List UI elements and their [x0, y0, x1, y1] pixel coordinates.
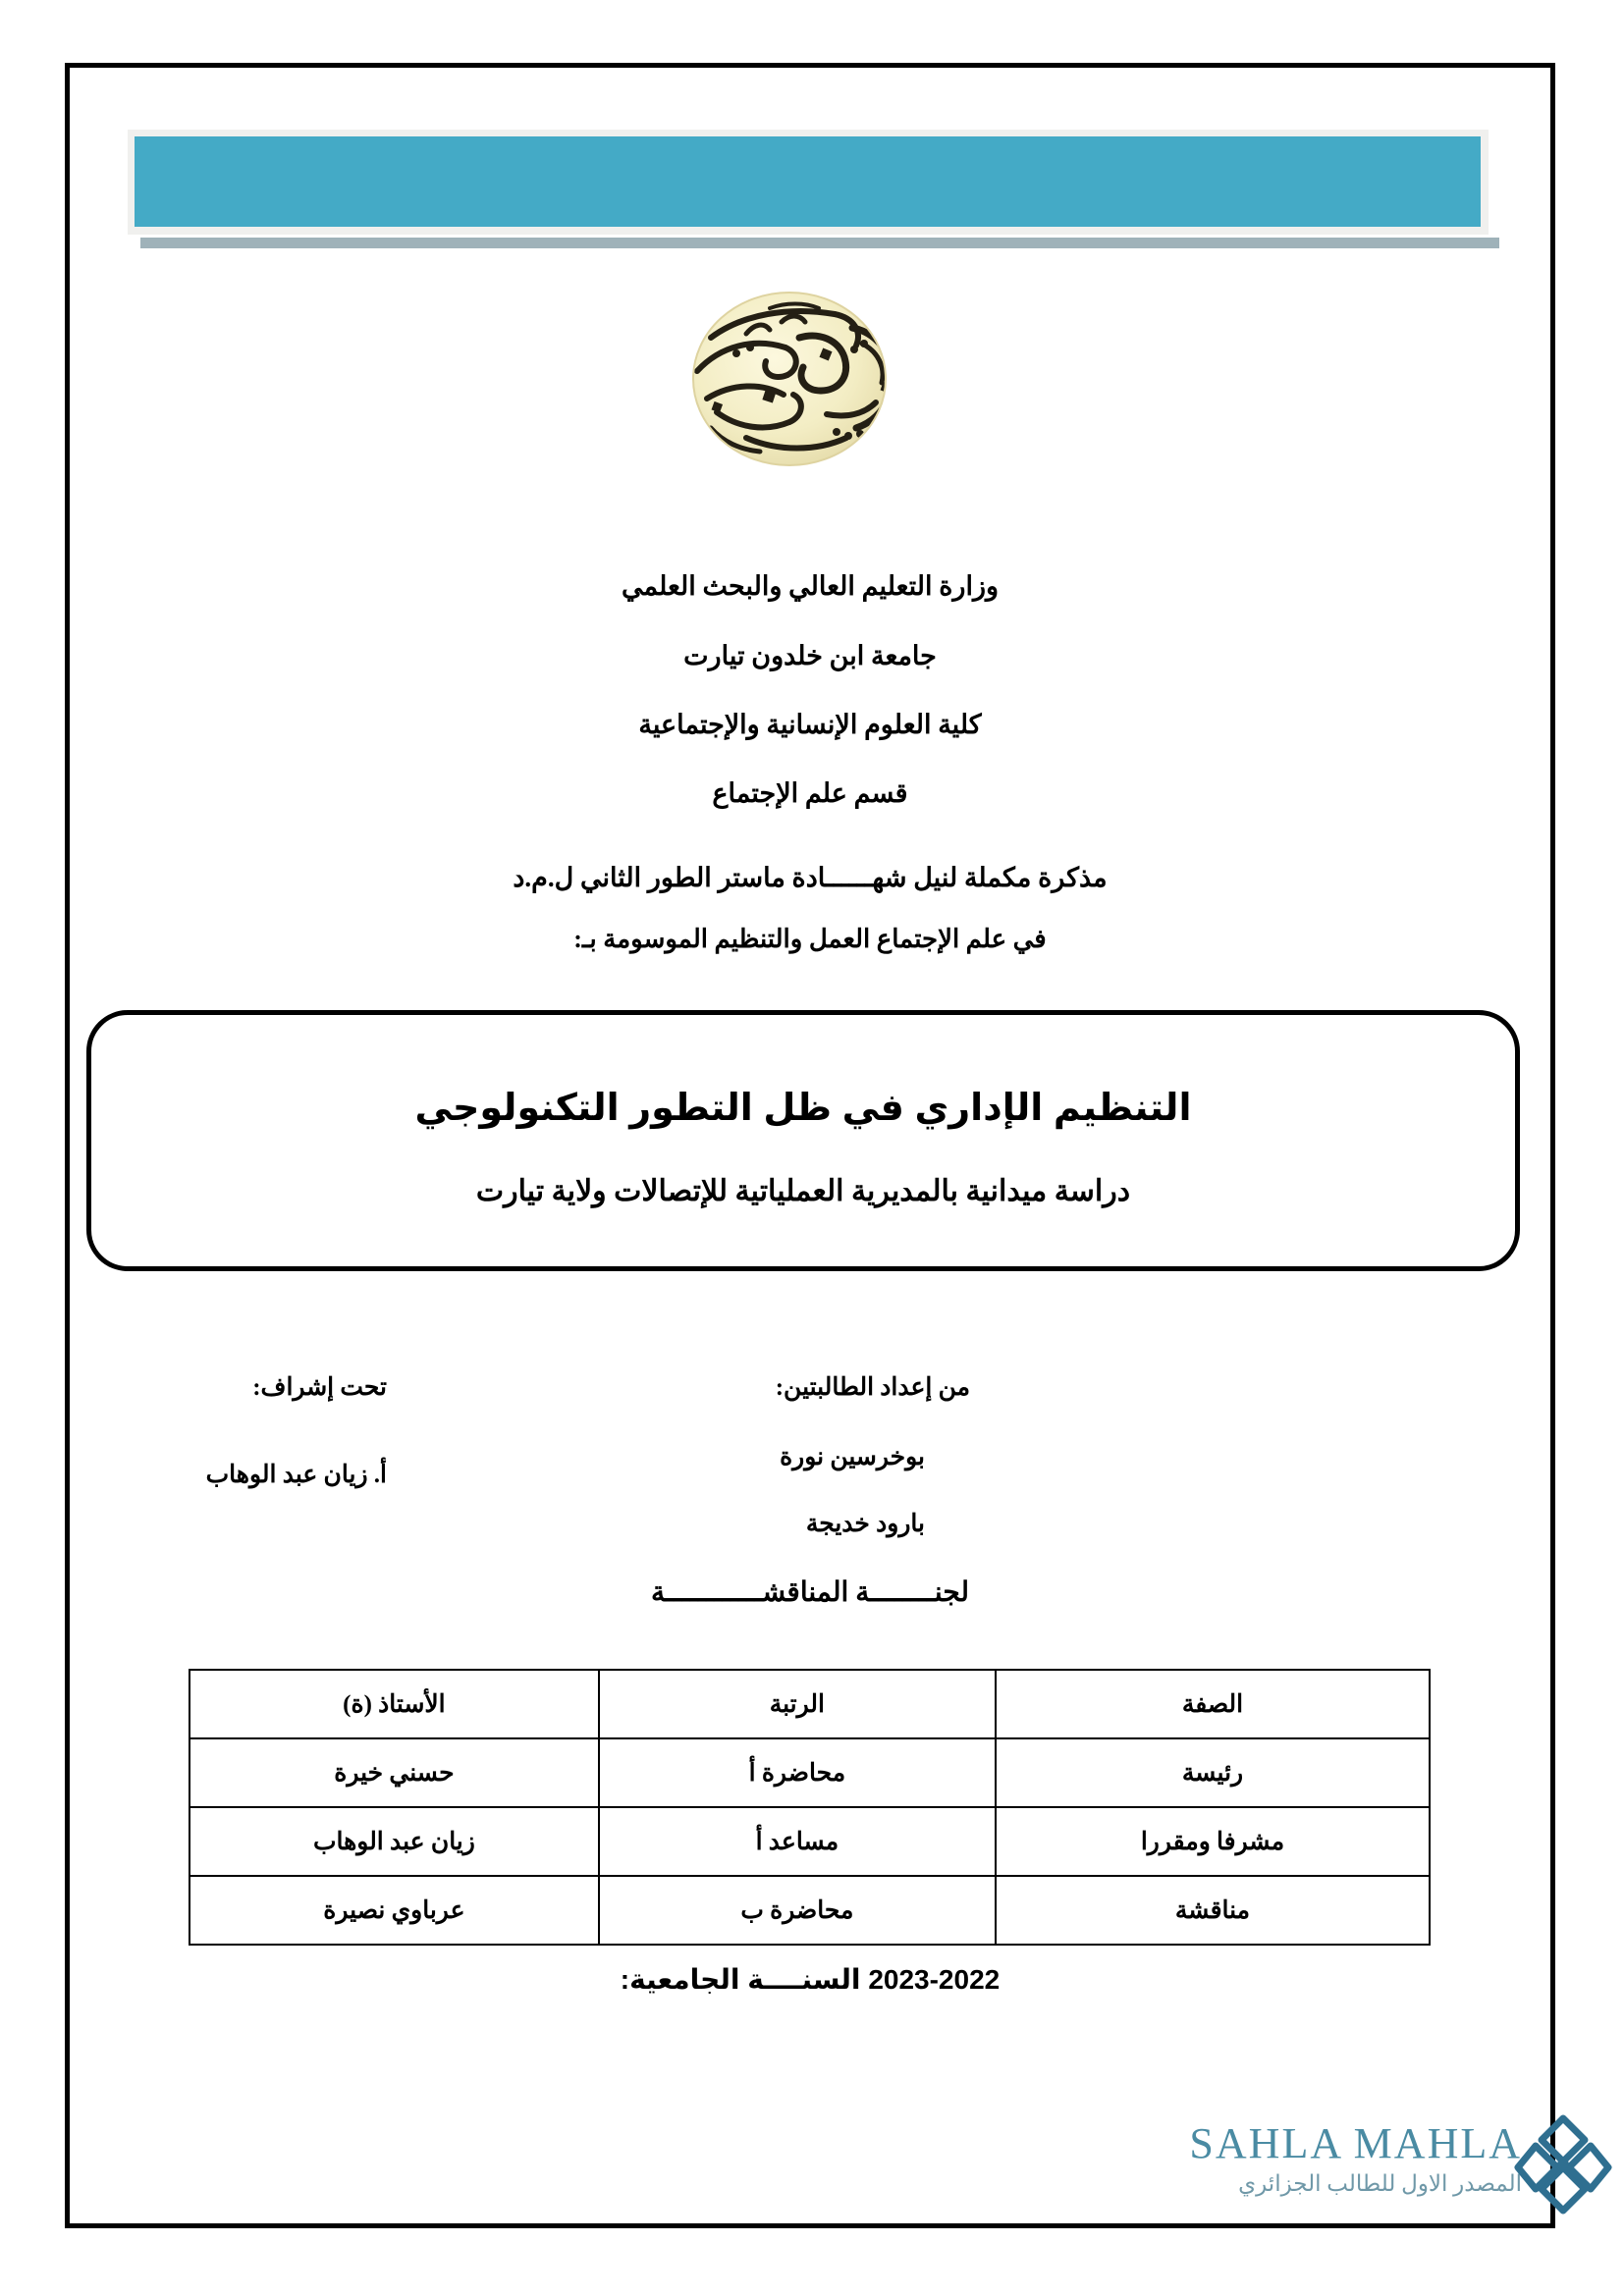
student-name-2: بارود خديجة — [805, 1511, 925, 1537]
cell-role: رئيسة — [996, 1738, 1430, 1807]
cell-rank: مساعد أ — [599, 1807, 996, 1876]
specialty-line: في علم الإجتماع العمل والتنظيم الموسومة بـ: — [573, 925, 1047, 953]
cell-name: زيان عبد الوهاب — [189, 1807, 599, 1876]
thesis-title-box — [86, 1010, 1520, 1271]
university-logo — [652, 289, 927, 470]
table-row — [189, 1738, 1430, 1807]
watermark-logo-icon — [1514, 2110, 1612, 2218]
table-row — [189, 1876, 1430, 1945]
column-header-name: الأستاذ (ة) — [189, 1670, 599, 1738]
banner-shadow-bar — [140, 238, 1499, 248]
column-header-role: الصفة — [996, 1670, 1430, 1738]
decorative-banner — [128, 130, 1489, 235]
jury-committee-table — [189, 1669, 1431, 1946]
academic-year-label: السنــــة الجامعية: — [620, 1964, 861, 1995]
column-header-rank: الرتبة — [599, 1670, 996, 1738]
ministry-line: وزارة التعليم العالي والبحث العلمي — [621, 571, 1000, 601]
watermark — [1139, 2110, 1600, 2238]
watermark-brand: SAHLA MAHLA — [1189, 2119, 1522, 2167]
thesis-subtitle: دراسة ميدانية بالمديرية العملياتية للإتصالات ولاية تيارت — [475, 1175, 1131, 1207]
cell-rank: محاضرة أ — [599, 1738, 996, 1807]
faculty-line: كلية العلوم الإنسانية والإجتماعية — [638, 710, 982, 739]
thesis-title: التنظيم الإداري في ظل التطور التكنولوجي — [414, 1088, 1192, 1129]
jury-committee-heading: لجنــــــــة المناقشــــــــــــة — [651, 1577, 969, 1608]
student-name-1: بوخرسين نورة — [780, 1444, 925, 1470]
watermark-tagline: المصدر الاول للطالب الجزائري — [1238, 2171, 1522, 2196]
table-row — [189, 1807, 1430, 1876]
supervisor-label: تحت إشراف: — [252, 1374, 387, 1401]
academic-year-value: 2023-2022 — [868, 1964, 1001, 1995]
cell-name: عرباوي نصيرة — [189, 1876, 599, 1945]
ibn-khaldoun-logo-icon — [652, 289, 927, 470]
academic-year-line — [65, 1963, 1555, 1996]
degree-line: مذكرة مكملة لنيل شهــــــادة ماستر الطور الثاني ل.م.د — [513, 863, 1108, 892]
supervisor-name: أ. زيان عبد الوهاب — [205, 1462, 387, 1488]
table-header-row — [189, 1670, 1430, 1738]
students-label: من إعداد الطالبتين: — [775, 1374, 970, 1401]
cell-name: حسني خيرة — [189, 1738, 599, 1807]
cell-rank: محاضرة ب — [599, 1876, 996, 1945]
department-line: قسم علم الإجتماع — [712, 778, 908, 808]
cell-role: مناقشة — [996, 1876, 1430, 1945]
university-line: جامعة ابن خلدون تيارت — [683, 641, 937, 670]
banner-fill — [135, 136, 1481, 227]
cell-role: مشرفا ومقررا — [996, 1807, 1430, 1876]
